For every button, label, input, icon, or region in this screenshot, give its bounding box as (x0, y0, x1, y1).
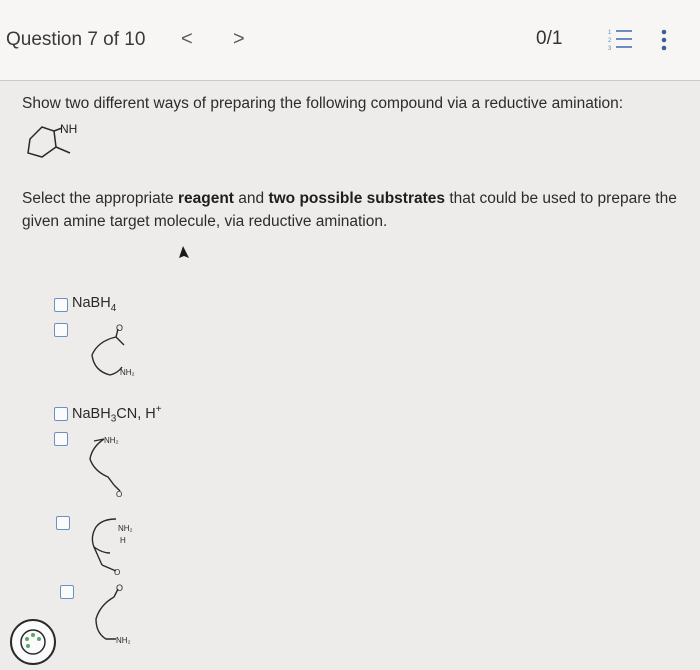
substrate-1-nh2-label: NH₂ (120, 368, 135, 377)
substrate-2-o-label: O (116, 490, 123, 499)
option-nabh4-sub: 4 (110, 302, 117, 314)
substrate-1-o-label: O (116, 323, 124, 333)
option-nabh4-label (72, 295, 116, 314)
question-content (0, 81, 700, 670)
accessibility-palette-button[interactable] (10, 619, 56, 665)
mouse-cursor-icon (176, 246, 190, 264)
checkbox-substrate-3[interactable] (56, 516, 70, 530)
next-question-button[interactable]: > (233, 28, 245, 50)
checkbox-substrate-1[interactable] (54, 323, 68, 337)
option-nabh3cn-a: NaBH (72, 405, 111, 422)
option-nabh3cn-sup: + (155, 404, 162, 415)
prev-question-button[interactable]: < (181, 28, 193, 50)
svg-text:3: 3 (608, 46, 612, 51)
substrate-3-o-label: O (114, 568, 121, 577)
option-nabh3cn-label (72, 404, 162, 425)
target-molecule-structure (18, 115, 88, 165)
substrate-2-nh2-label: NH₂ (104, 436, 119, 445)
question-prompt: Show two different ways of preparing the following compound via a reductive amination: (22, 95, 624, 112)
question-list-icon[interactable] (606, 27, 634, 51)
question-counter: Question 7 of 10 (6, 29, 146, 50)
svg-text:1: 1 (608, 30, 612, 36)
substrate-3-nh2-label: NH₂ (118, 524, 133, 533)
target-nh-label: NH (60, 122, 78, 136)
instruction-bold-substrates: two possible substrates (268, 190, 446, 207)
checkbox-substrate-4[interactable] (60, 585, 74, 599)
instruction-after: that could be used to prepare the given amine target molecule, via reductive amination. (22, 190, 677, 230)
substrate-4-o-label: O (116, 583, 124, 593)
instruction-text (22, 187, 682, 233)
checkbox-substrate-2[interactable] (54, 432, 68, 446)
option-nabh4-main: NaBH (72, 295, 111, 311)
option-nabh3cn-b: CN, H (116, 405, 156, 422)
substrate-4-nh2-label: NH₂ (116, 636, 131, 645)
instruction-before: Select the appropriate (22, 190, 178, 207)
instruction-bold-reagent: reagent (177, 190, 234, 207)
checkbox-nabh3cn[interactable] (54, 407, 68, 421)
top-bar (0, 0, 700, 81)
more-vertical-icon[interactable] (660, 28, 668, 52)
instruction-mid: and (233, 190, 269, 207)
accessibility-palette-icon (12, 621, 54, 663)
substrate-3-h-label: H (120, 536, 126, 545)
substrate-2-structure (74, 427, 154, 499)
option-nabh3cn-sub: 3 (110, 413, 117, 425)
substrate-3-structure (80, 509, 160, 581)
svg-text:2: 2 (608, 38, 612, 44)
substrate-1-structure (70, 319, 160, 389)
checkbox-nabh4[interactable] (54, 298, 68, 312)
score-display: 0/1 (536, 28, 563, 49)
substrate-4-structure (84, 581, 164, 653)
